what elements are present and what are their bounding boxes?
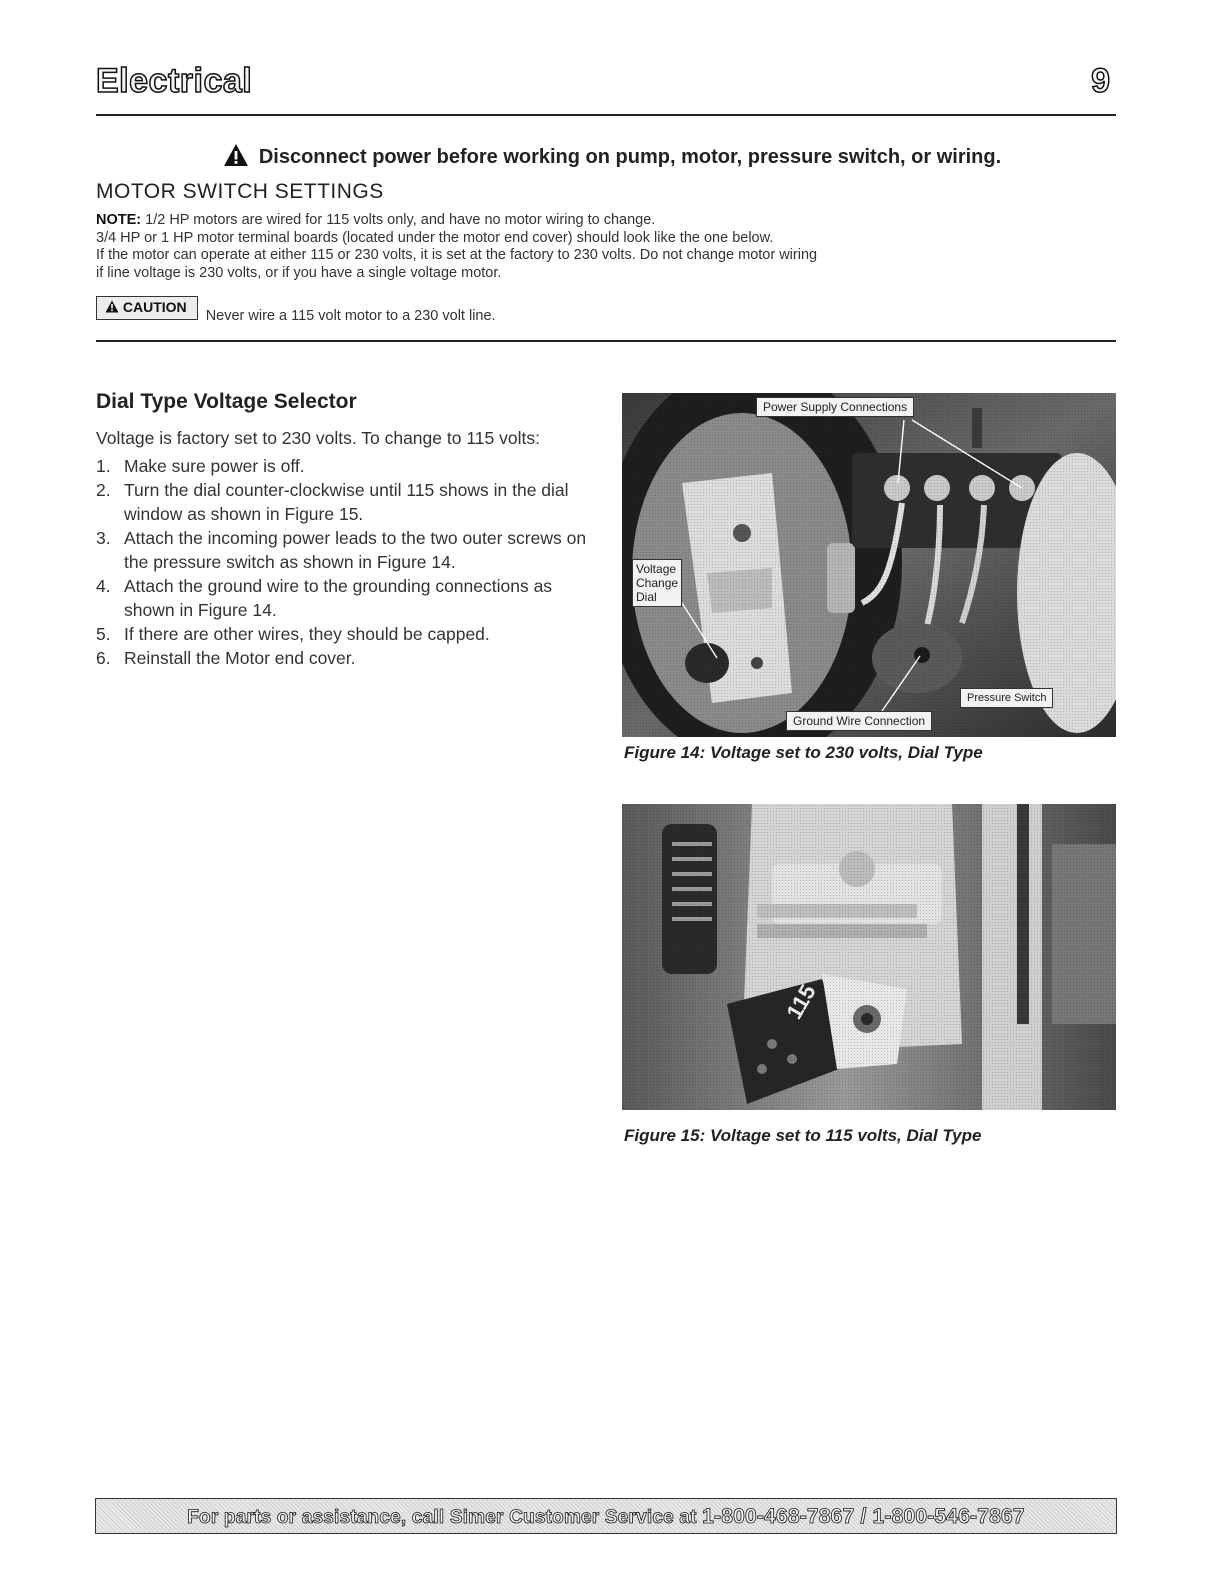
caution-badge — [96, 296, 198, 320]
caution-text: Never wire a 115 volt motor to a 230 volt line. — [205, 307, 496, 324]
footer-text-row — [96, 1505, 1116, 1529]
motor-switch-note — [96, 212, 1106, 282]
label-line: Voltage — [636, 562, 677, 576]
note-line: if line voltage is 230 volts, or if you have a single voltage motor. — [96, 264, 502, 281]
caution-notice — [96, 296, 496, 326]
figure-15-caption: Figure 15: Voltage set to 115 volts, Dial Type — [624, 1126, 982, 1145]
dial-intro: Voltage is factory set to 230 volts. To change to 115 volts: — [96, 428, 540, 448]
label-power-supply: Power Supply Connections — [756, 397, 914, 417]
step-number: 6. — [96, 648, 111, 668]
list-item — [96, 526, 596, 574]
figure-14-caption: Figure 14: Voltage set to 230 volts, Dial Type — [624, 743, 983, 762]
note-line: If the motor can operate at either 115 or 230 volts, it is set at the factory to 230 volts. Do not change motor wiring — [96, 247, 818, 263]
step-text: Turn the dial counter-clockwise until 115 shows in the dial window as shown in Figure 15. — [124, 480, 569, 524]
step-number: 4. — [96, 576, 111, 596]
step-text: Reinstall the Motor end cover. — [124, 648, 356, 668]
label-voltage-dial — [632, 559, 682, 607]
customer-service-footer — [95, 1498, 1117, 1534]
dial-selector-heading: Dial Type Voltage Selector — [96, 390, 357, 413]
list-item — [96, 454, 596, 478]
label-line: Dial — [636, 590, 657, 604]
instruction-steps — [96, 454, 596, 670]
step-text: If there are other wires, they should be capped. — [124, 624, 490, 644]
footer-text: For parts or assistance, call Simer Customer Service at — [187, 1507, 697, 1528]
note-line: 1/2 HP motors are wired for 115 volts only, and have no motor wiring to change. — [145, 212, 656, 228]
section-title: Electrical — [96, 62, 253, 100]
figure-14-photo — [622, 393, 1116, 737]
caution-label: CAUTION — [122, 299, 187, 315]
list-item — [96, 574, 596, 622]
safety-warning — [0, 143, 1224, 173]
voltage-dial-photo-illustration — [622, 804, 1116, 1110]
note-line: 3/4 HP or 1 HP motor terminal boards (located under the motor end cover) should look like the one below. — [96, 229, 774, 246]
step-number: 1. — [96, 456, 111, 476]
label-ground-wire: Ground Wire Connection — [786, 711, 932, 731]
note-label: NOTE: — [96, 212, 142, 228]
label-line: Change — [636, 576, 679, 590]
warning-icon — [223, 143, 249, 173]
caution-icon — [105, 299, 123, 315]
list-item — [96, 478, 596, 526]
divider — [96, 340, 1116, 342]
step-text: Attach the ground wire to the grounding connections as shown in Figure 14. — [124, 576, 553, 620]
step-number: 5. — [96, 624, 111, 644]
step-text: Attach the incoming power leads to the two outer screws on the pressure switch as shown in Figure 14. — [124, 528, 587, 572]
page-number: 9 — [1091, 62, 1110, 100]
list-item — [96, 622, 596, 646]
step-text: Make sure power is off. — [124, 456, 305, 476]
figure-15-photo — [622, 804, 1116, 1110]
motor-switch-heading: MOTOR SWITCH SETTINGS — [96, 180, 384, 203]
footer-phone-numbers: 1-800-468-7867 / 1-800-546-7867 — [702, 1505, 1025, 1528]
terminal-board-photo-illustration — [622, 393, 1116, 737]
page-header — [96, 60, 1116, 116]
warning-text: Disconnect power before working on pump, motor, pressure switch, or wiring. — [258, 146, 1002, 168]
list-item — [96, 646, 596, 670]
step-number: 2. — [96, 480, 111, 500]
step-number: 3. — [96, 528, 111, 548]
label-pressure-switch: Pressure Switch — [960, 688, 1053, 708]
